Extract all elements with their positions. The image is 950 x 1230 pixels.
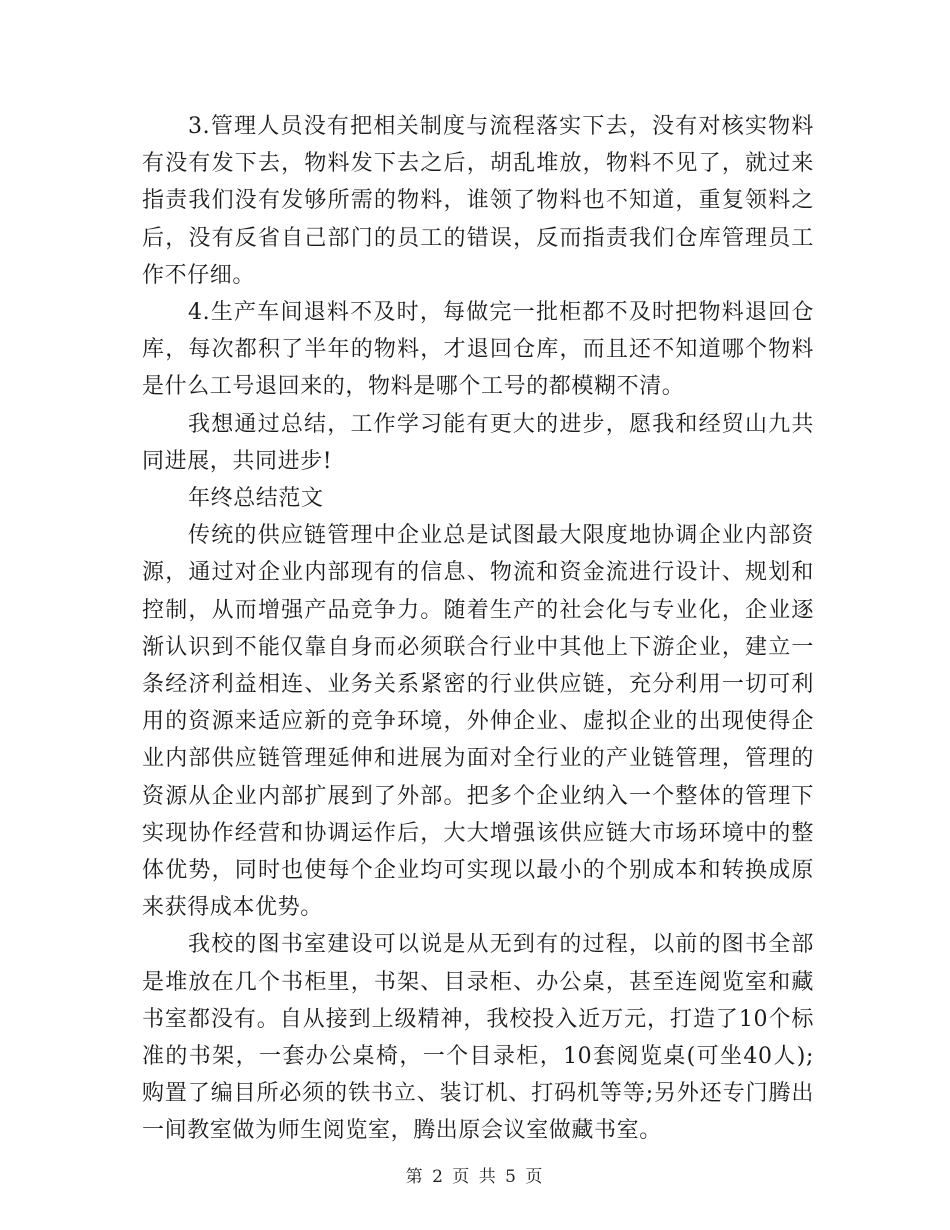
- paragraph-supply-chain: 传统的供应链管理中企业总是试图最大限度地协调企业内部资源，通过对企业内部现有的信息、物流和资金流进行设计、规划和控制，从而增强产品竞争力。随着生产的社会化与专业化，企业逐渐认识到不能仅靠自身而必须联合行业中其他上下游企业，建立一条经济利益相连、业务关系紧密的行业供应链，充分利用一切可利用的资源来适应新的竞争环境，外伸企业、虚拟企业的出现使得企业内部供应链管理延伸和进展为面对全行业的产业链管理，管理的资源从企业内部扩展到了外部。把多个企业纳入一个整体的管理下实现协作经营和协调运作后，大大增强该供应链大市场环境中的整体优势，同时也使每个企业均可实现以最小的个别成本和转换成原来获得成本优势。: [142, 523, 814, 921]
- paragraph-item-4: 4.生产车间退料不及时，每做完一批柜都不及时把物料退回仓库，每次都积了半年的物料，才退回仓库，而且还不知道哪个物料是什么工号退回来的，物料是哪个工号的都模糊不清。: [142, 300, 814, 400]
- paragraph-library: 我校的图书室建设可以说是从无到有的过程，以前的图书全部是堆放在几个书柜里，书架、目录柜、办公桌，甚至连阅览室和藏书室都没有。自从接到上级精神，我校投入近万元，打造了10个标准的书架，一套办公桌椅，一个目录柜，10套阅览桌(可坐40人);购置了编目所必须的铁书立、装订机、打码机等等;另外还专门腾出一间教室做为师生阅览室，腾出原会议室做藏书室。: [142, 932, 814, 1144]
- paragraph-conclusion: 我想通过总结，工作学习能有更大的进步，愿我和经贸山九共同进展，共同进步!: [142, 411, 814, 474]
- section-title: 年终总结范文: [188, 486, 324, 512]
- paragraph-item-3: 3.管理人员没有把相关制度与流程落实下去，没有对核实物料有没有发下去，物料发下去之后，胡乱堆放，物料不见了，就过来指责我们没有发够所需的物料，谁领了物料也不知道，重复领料之后，没有反省自己部门的员工的错误，反而指责我们仓库管理员工作不仔细。: [142, 114, 814, 288]
- page-number-footer: 第 2 页 共 5 页: [405, 1167, 545, 1187]
- document-body: [142, 108, 814, 1150]
